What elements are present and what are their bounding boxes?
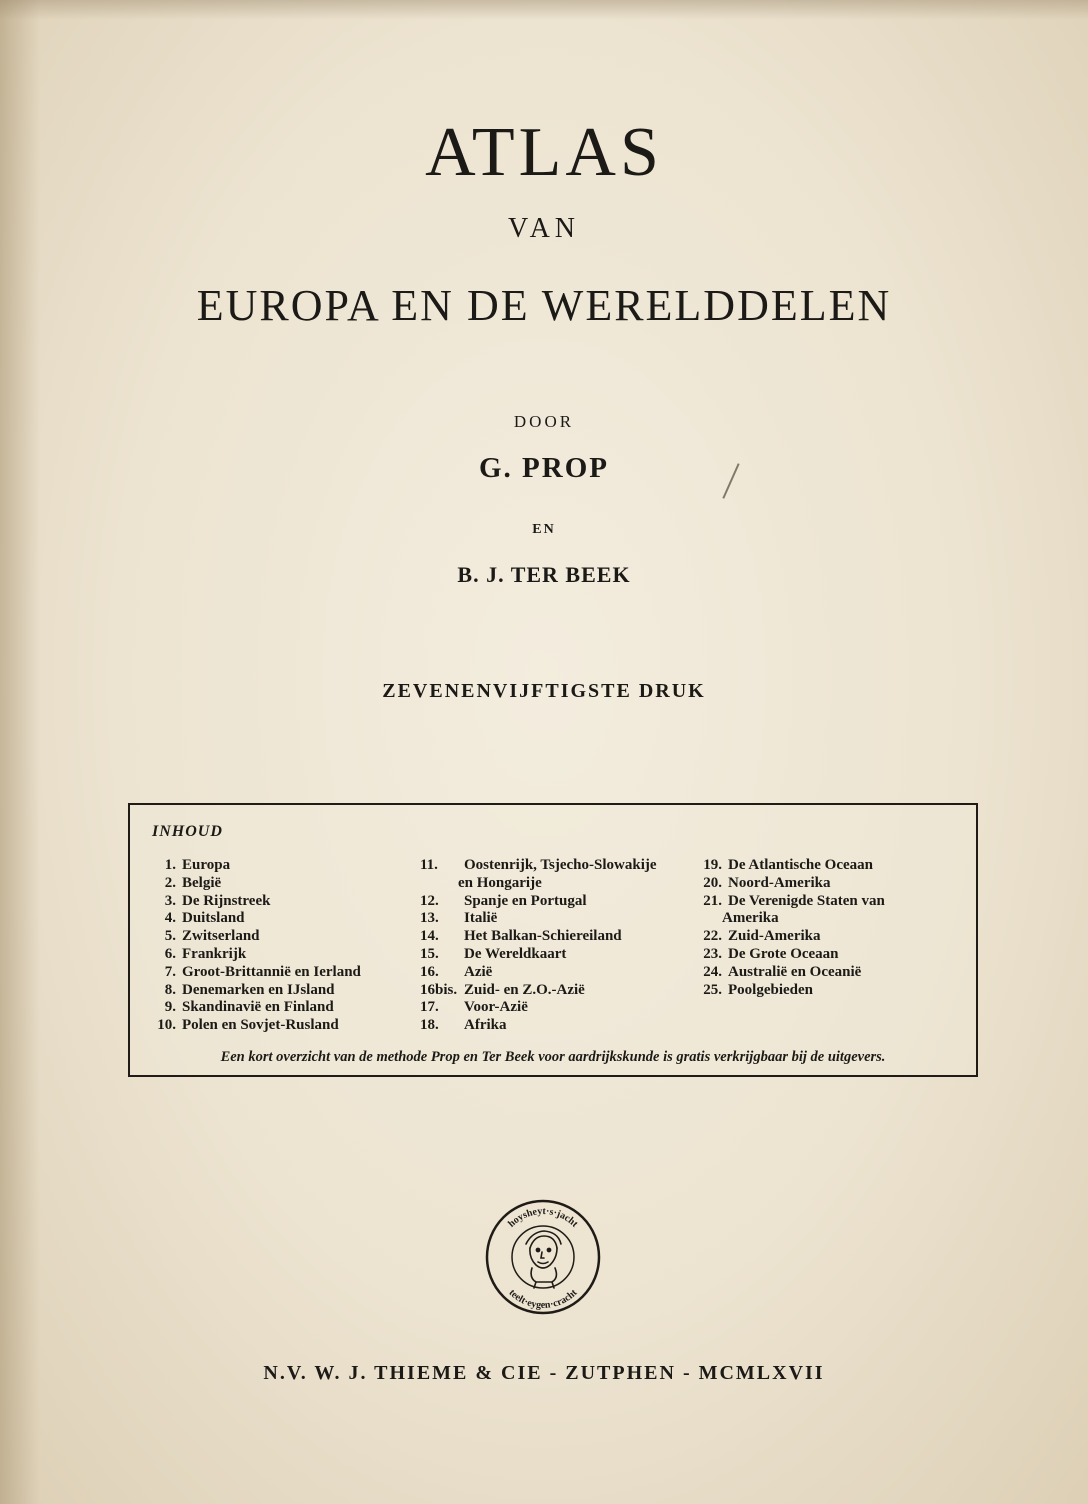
- item-label: Afrika: [464, 1017, 507, 1034]
- item-label: Zwitserland: [182, 928, 260, 945]
- item-number: 21.: [703, 892, 722, 909]
- title-main: EUROPA EN DE WERELDDELEN: [196, 281, 892, 330]
- contents-item: [150, 857, 415, 875]
- contents-item: [692, 893, 972, 911]
- contents-item: [420, 928, 685, 946]
- item-number: 20.: [703, 874, 722, 891]
- item-number: 6.: [164, 945, 176, 962]
- item-number: 5.: [164, 928, 176, 945]
- page-top-shadow: [0, 0, 1088, 20]
- contents-heading: INHOUD: [152, 823, 223, 840]
- stamp-bottom-text: teelt·eygen·cracht: [506, 1287, 580, 1312]
- byline-en: EN: [532, 522, 556, 537]
- item-number: 1.: [164, 857, 176, 873]
- contents-column-2: [420, 857, 685, 1035]
- contents-item: [420, 857, 685, 875]
- item-number: 12.: [420, 892, 439, 909]
- item-label: Skandinavië en Finland: [182, 999, 334, 1016]
- item-number: 19.: [703, 857, 722, 873]
- item-label: De Atlantische Oceaan: [728, 857, 873, 873]
- item-continuation: en Hongarije: [458, 874, 542, 891]
- scholar-portrait-icon: [526, 1231, 561, 1288]
- item-label: Noord-Amerika: [728, 874, 831, 891]
- item-label: Voor-Azië: [464, 999, 528, 1016]
- contents-item: [420, 946, 685, 964]
- contents-item: [420, 910, 685, 928]
- item-label: Groot-Brittannië en Ierland: [182, 963, 361, 980]
- publisher-line: N.V. W. J. THIEME & CIE - ZUTPHEN - MCMLXVII: [263, 1362, 825, 1384]
- item-number: 23.: [703, 945, 722, 962]
- contents-footnote: Een kort overzicht van de methode Prop en Ter Beek voor aardrijkskunde is gratis verkrijgbaar bij de uitgevers.: [220, 1049, 886, 1065]
- item-number: 16bis.: [420, 981, 458, 998]
- contents-item: [150, 910, 415, 928]
- item-number: 14.: [420, 928, 439, 945]
- item-label: Italië: [464, 910, 498, 927]
- item-number: 10.: [157, 1017, 176, 1034]
- contents-column-3: [692, 857, 972, 999]
- item-number: 13.: [420, 910, 439, 927]
- contents-column-1: [150, 857, 415, 1035]
- contents-item: [692, 964, 972, 982]
- title-van: VAN: [507, 213, 581, 244]
- author-ter-beek: B. J. TER BEEK: [457, 562, 631, 587]
- item-number: 8.: [164, 981, 176, 998]
- stamp-top-text: hoysheyt·s·jacht: [506, 1205, 580, 1230]
- item-number: 4.: [164, 910, 176, 927]
- item-label: Denemarken en IJsland: [182, 981, 335, 998]
- item-label: Frankrijk: [182, 945, 247, 962]
- contents-item: [692, 928, 972, 946]
- item-label: Zuid- en Z.O.-Azië: [464, 981, 585, 998]
- contents-item: [150, 946, 415, 964]
- item-number: 25.: [703, 981, 722, 998]
- item-label: Het Balkan-Schiereiland: [464, 928, 622, 945]
- contents-item: [420, 893, 685, 911]
- item-label: België: [182, 874, 222, 891]
- contents-item: [150, 1017, 415, 1035]
- item-number: 11.: [420, 857, 438, 873]
- contents-box: [128, 803, 978, 1077]
- edition-label: ZEVENENVIJFTIGSTE DRUK: [382, 680, 706, 702]
- item-label: Oostenrijk, Tsjecho-Slowakije: [464, 857, 657, 873]
- item-number: 3.: [164, 892, 176, 909]
- item-label: Spanje en Portugal: [464, 892, 587, 909]
- item-label: De Verenigde Staten van: [728, 892, 885, 909]
- contents-item: [420, 964, 685, 982]
- item-label: Duitsland: [182, 910, 245, 927]
- item-continuation: Amerika: [722, 910, 779, 927]
- contents-item: [150, 875, 415, 893]
- contents-item: [692, 946, 972, 964]
- item-label: De Rijnstreek: [182, 892, 271, 909]
- item-label: De Grote Oceaan: [728, 945, 839, 962]
- item-label: Polen en Sovjet-Rusland: [182, 1017, 339, 1034]
- byline-door: DOOR: [513, 412, 575, 431]
- item-number: 7.: [164, 963, 176, 980]
- contents-item: [420, 999, 685, 1017]
- item-number: 18.: [420, 1017, 439, 1034]
- contents-item: [420, 1017, 685, 1035]
- item-number: 17.: [420, 999, 439, 1016]
- item-number: 24.: [703, 963, 722, 980]
- item-number: 9.: [164, 999, 176, 1016]
- contents-item: [692, 875, 972, 893]
- contents-item: [150, 893, 415, 911]
- item-label: Poolgebieden: [728, 981, 813, 998]
- stamp-outer-ring: [487, 1201, 599, 1313]
- author-prop: G. PROP: [479, 452, 609, 484]
- item-number: 15.: [420, 945, 439, 962]
- contents-item: [150, 999, 415, 1017]
- ex-libris-stamp: [484, 1198, 602, 1316]
- item-number: 2.: [164, 874, 176, 891]
- contents-item: [692, 857, 972, 875]
- item-label: Australië en Oceanië: [728, 963, 862, 980]
- contents-item: [150, 928, 415, 946]
- item-label: Azië: [464, 963, 493, 980]
- contents-item: [420, 982, 685, 1000]
- item-number: 16.: [420, 963, 439, 980]
- item-label: Zuid-Amerika: [728, 928, 821, 945]
- contents-item: [692, 982, 972, 1000]
- contents-item: [150, 982, 415, 1000]
- title-atlas: ATLAS: [425, 114, 663, 191]
- item-number: 22.: [703, 928, 722, 945]
- item-label: De Wereldkaart: [464, 945, 567, 962]
- item-label: Europa: [182, 857, 231, 873]
- contents-item: [150, 964, 415, 982]
